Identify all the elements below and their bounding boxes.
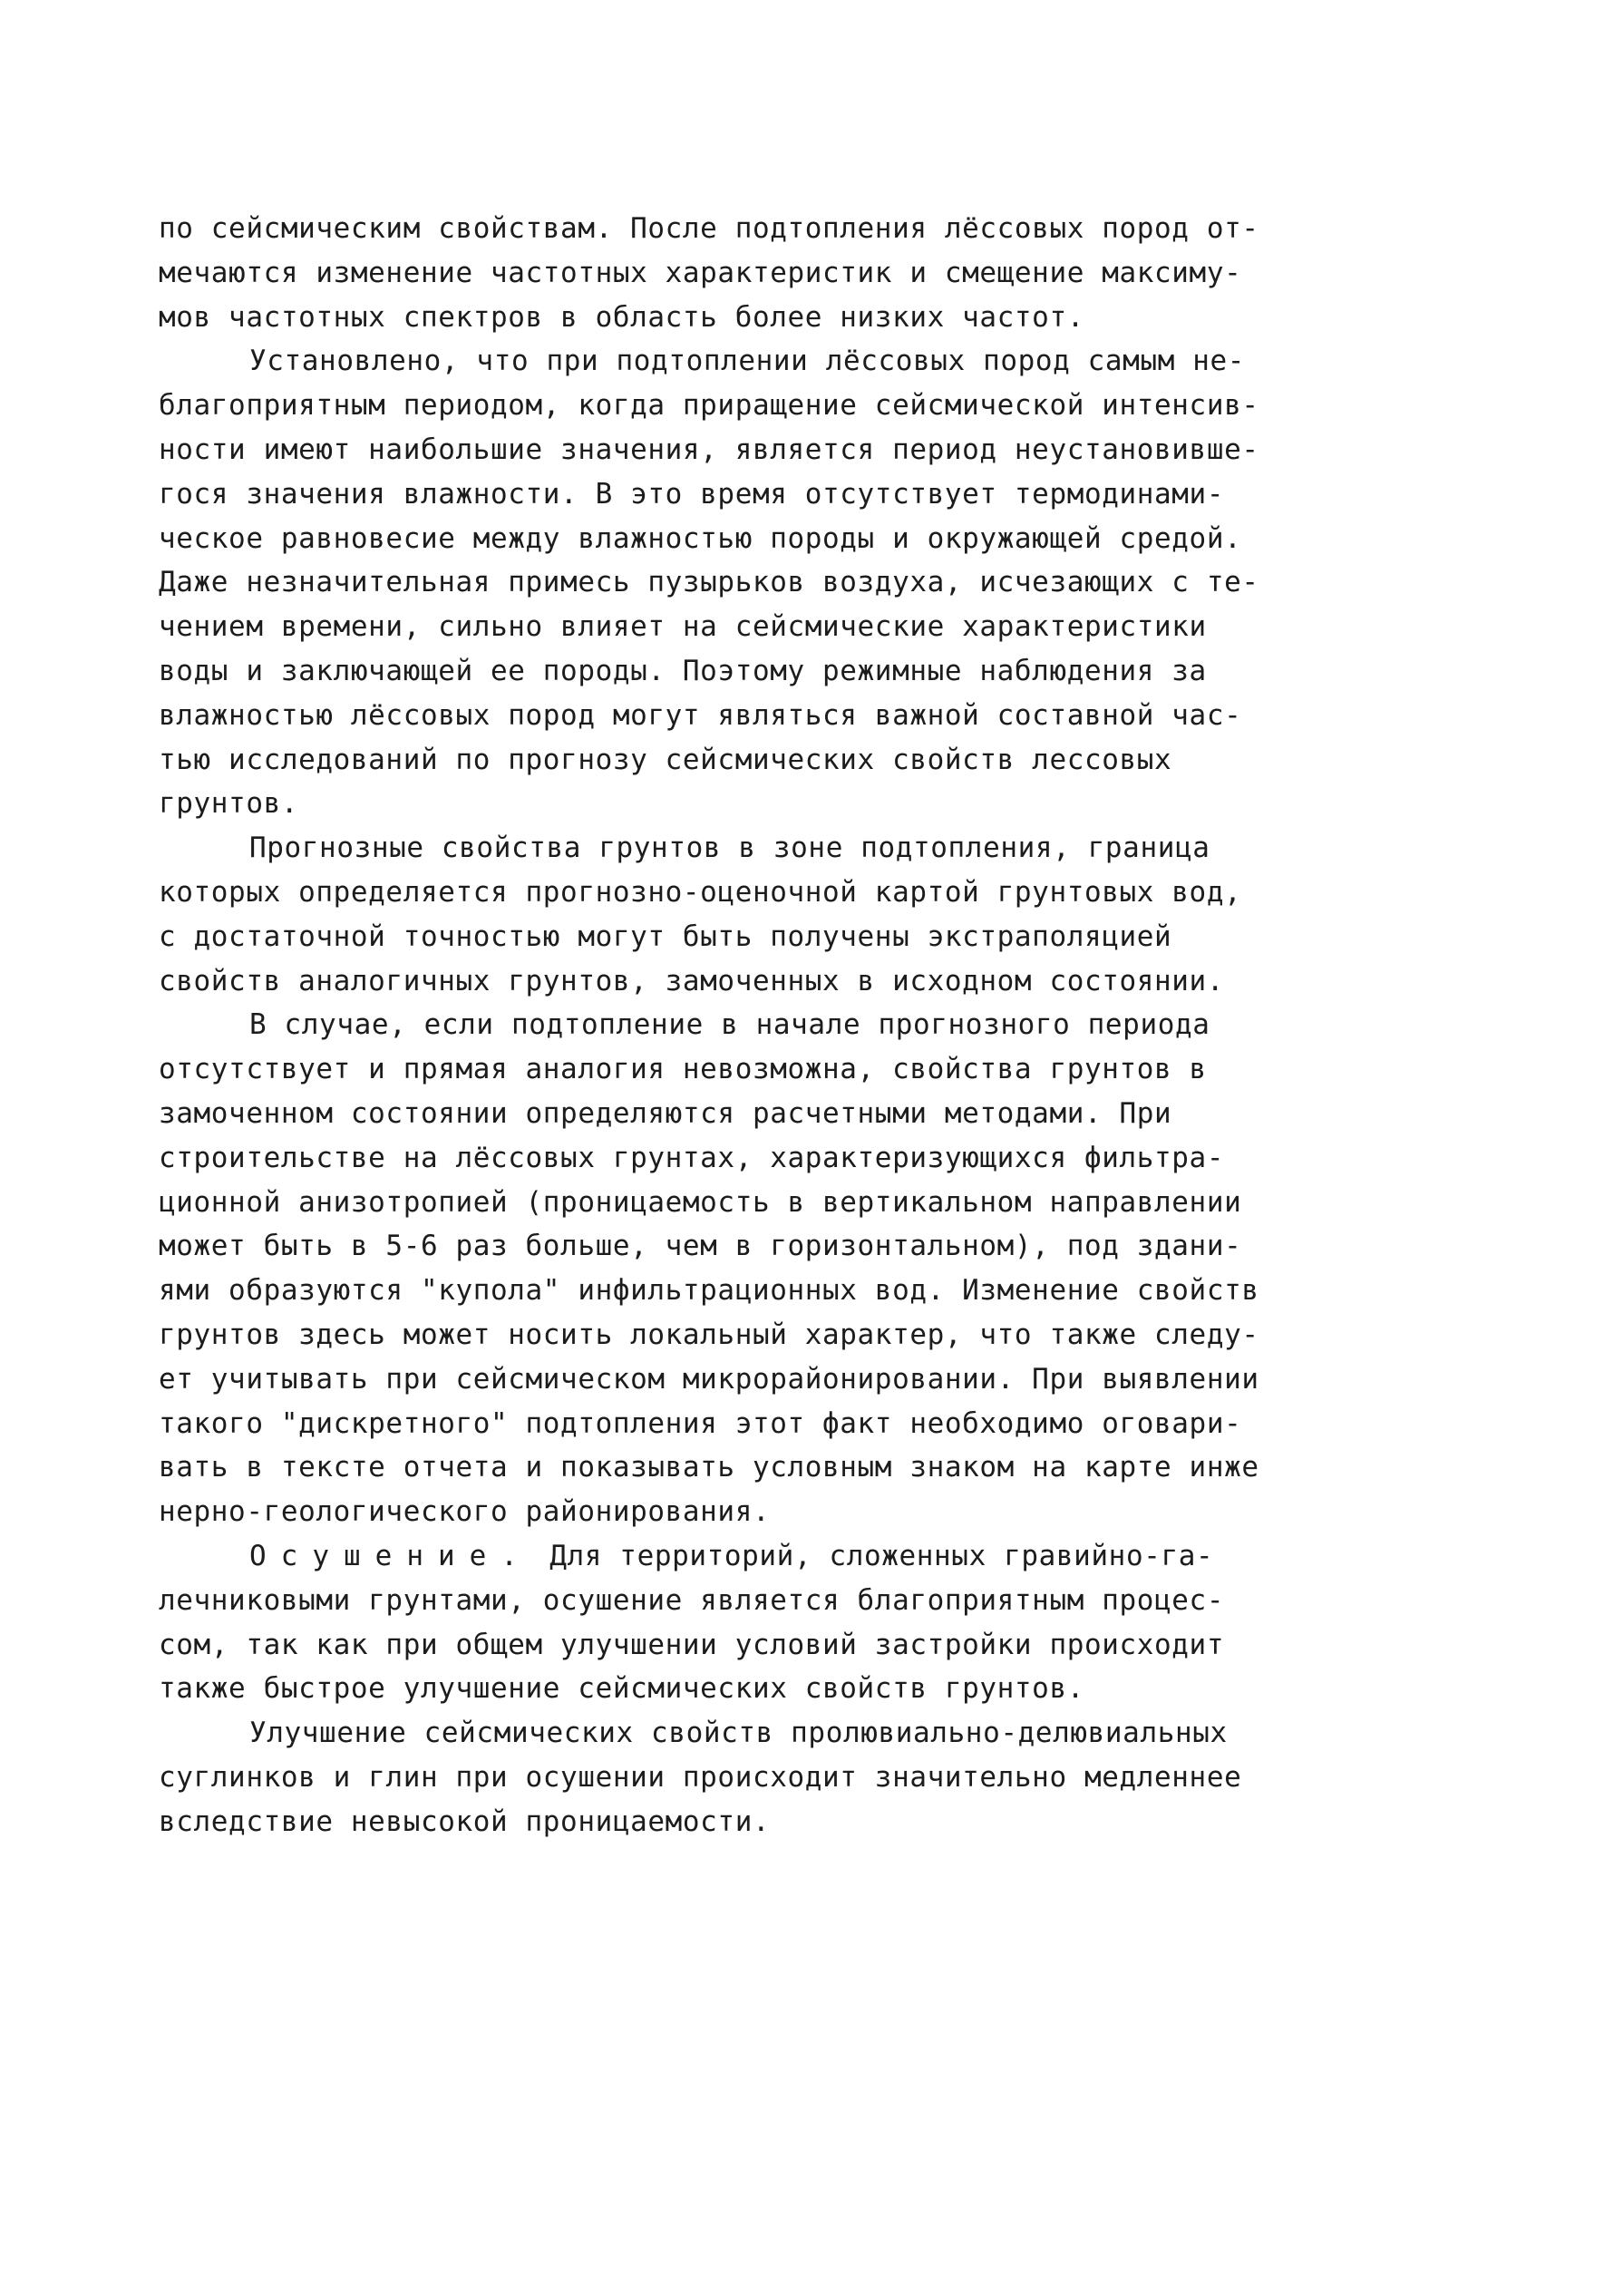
text-line: Прогнозные свойства грунтов в зоне подтопления, граница: [249, 832, 1210, 865]
paragraph: [159, 826, 1356, 1003]
paragraph: [159, 1711, 1356, 1844]
text-line: сом, так как при общем улучшении условий застройки происходит: [159, 1628, 1225, 1661]
text-line: грунтов здесь может носить локальный характер, что также следу-: [159, 1318, 1259, 1351]
text-line: отсутствует и прямая аналогия невозможна, свойства грунтов в: [159, 1053, 1207, 1086]
text-line: вать в тексте отчета и показывать условным знаком на карте инже: [159, 1451, 1259, 1484]
paragraph: [159, 207, 1356, 339]
text-line: такого "дискретного" подтопления этот факт необходимо оговари-: [159, 1406, 1242, 1440]
text-line: В случае, если подтопление в начале прогнозного периода: [249, 1008, 1210, 1042]
text-line: [159, 1534, 1356, 1579]
text-line: лечниковыми грунтами, осушение является благоприятным процес-: [159, 1583, 1225, 1617]
text-line: нерно-геологического районирования.: [159, 1495, 771, 1529]
text-line: Установлено, что при подтоплении лёссовых пород самым не-: [249, 345, 1246, 378]
text-line: строительстве на лёссовых грунтах, характеризующихся фильтра-: [159, 1141, 1225, 1174]
text-line: ционной анизотропией (проницаемость в вертикальном направлении: [159, 1185, 1242, 1219]
text-line: также быстрое улучшение сейсмических свойств грунтов.: [159, 1672, 1084, 1706]
text-line: которых определяется прогнозно-оценочной картой грунтовых вод,: [159, 875, 1242, 909]
text-line-rest: Для территорий, сложенных гравийно-га-: [531, 1539, 1214, 1572]
text-line: грунтов.: [159, 787, 299, 821]
text-line: с достаточной точностью могут быть получены экстраполяцией: [159, 919, 1172, 953]
paragraph: [159, 1003, 1356, 1534]
text-line: благоприятным периодом, когда приращение сейсмической интенсив-: [159, 389, 1259, 423]
text-line: замоченном состоянии определяются расчетными методами. При: [159, 1096, 1172, 1130]
text-line: ческое равновесие между влажностью породы и окружающей средой.: [159, 521, 1242, 555]
text-line: ями образуются "купола" инфильтрационных вод. Изменение свойств: [159, 1274, 1259, 1308]
text-line: вследствие невысокой проницаемости.: [159, 1805, 771, 1838]
text-line: Улучшение сейсмических свойств пролювиально-делювиальных: [249, 1717, 1228, 1750]
text-line: чением времени, сильно влияет на сейсмические характеристики: [159, 610, 1207, 644]
text-line: Даже незначительная примесь пузырьков воздуха, исчезающих с те-: [159, 566, 1259, 599]
text-line: ности имеют наибольшие значения, является период неустановивше-: [159, 433, 1259, 466]
text-line: мечаются изменение частотных характеристик и смещение максиму-: [159, 256, 1242, 289]
paragraph: [159, 339, 1356, 826]
text-line: гося значения влажности. В это время отсутствует термодинами-: [159, 477, 1225, 511]
text-line: тью исследований по прогнозу сейсмических свойств лессовых: [159, 743, 1172, 776]
text-line: влажностью лёссовых пород могут являться важной составной час-: [159, 698, 1242, 732]
text-line: свойств аналогичных грунтов, замоченных в исходном состоянии.: [159, 964, 1225, 997]
text-line: мов частотных спектров в область более низких частот.: [159, 300, 1084, 334]
text-line: воды и заключающей ее породы. Поэтому режимные наблюдения за: [159, 654, 1207, 687]
paragraph: [159, 1534, 1356, 1711]
text-line: ет учитывать при сейсмическом микрорайонировании. При выявлении: [159, 1362, 1259, 1396]
document-body-text: [159, 207, 1356, 1844]
section-term: Осушение.: [249, 1539, 532, 1572]
text-line: суглинков и глин при осушении происходит значительно медленнее: [159, 1760, 1242, 1794]
text-line: может быть в 5-6 раз больше, чем в горизонтальном), под здани-: [159, 1230, 1242, 1263]
text-line: по сейсмическим свойствам. После подтопления лёссовых пород от-: [159, 212, 1259, 245]
